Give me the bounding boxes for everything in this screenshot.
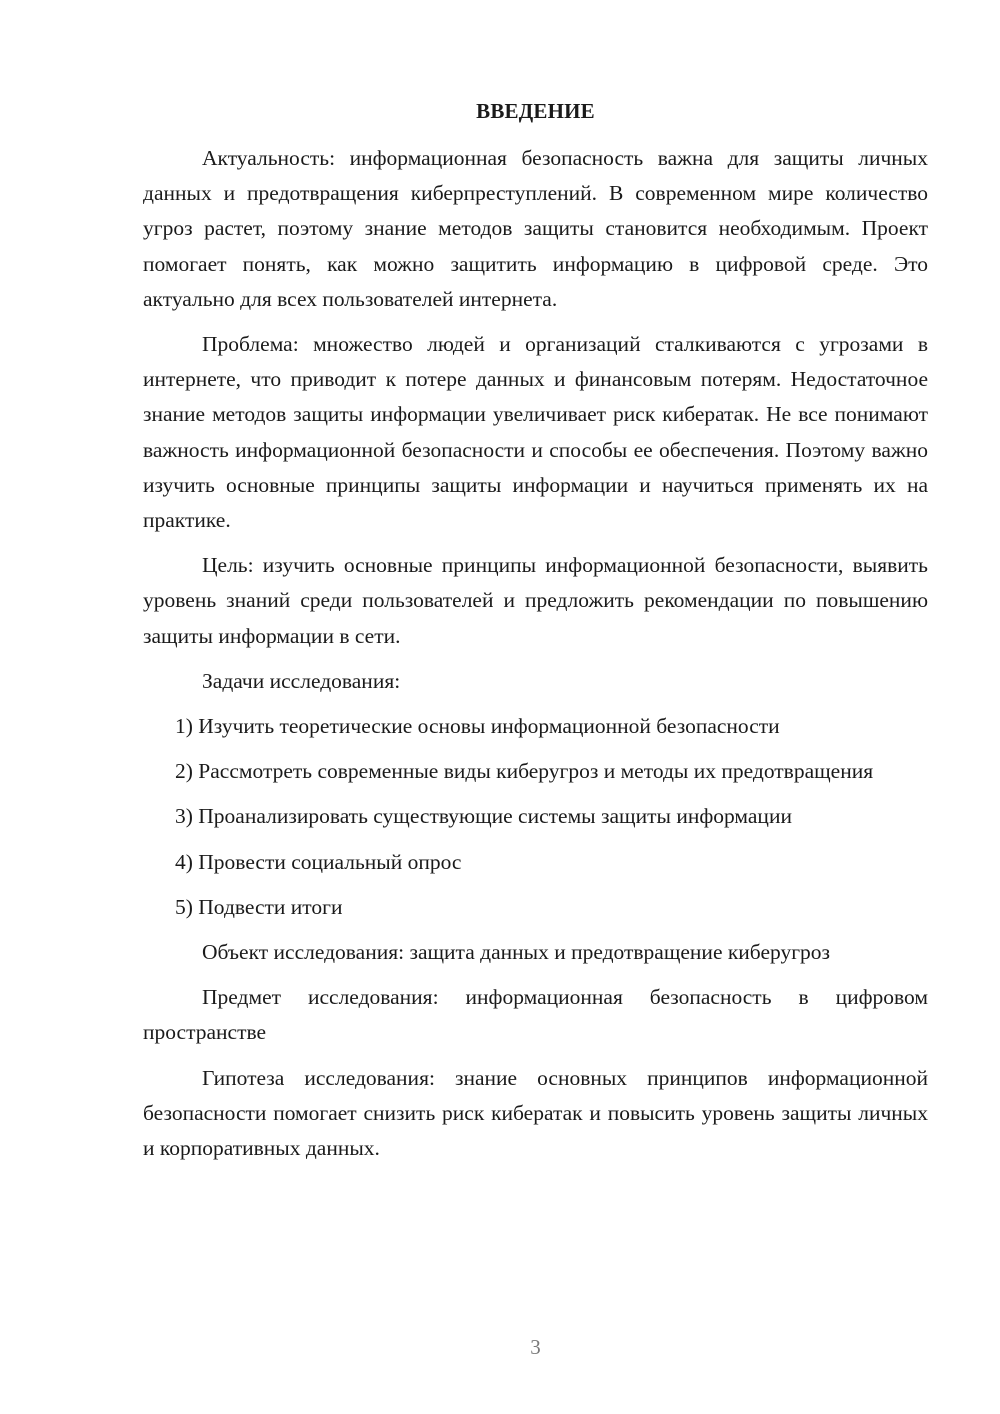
paragraph-relevance: Актуальность: информационная безопасность важна для защиты личных данных и предотвращения киберпреступлений. В современном мире количество угроз растет, поэтому знание методов защиты становится необходимым. Проект помогает понять, как можно защитить информацию в цифровой среде. Это актуально для всех пользователей интернета. [143, 146, 928, 311]
tasks-heading: Задачи исследования: [202, 668, 401, 693]
task-item-4: 4) Провести социальный опрос [175, 849, 462, 874]
paragraph-hypothesis: Гипотеза исследования: знание основных принципов информационной безопасности помогает снизить риск кибератак и повысить уровень защиты личных и корпоративных данных. [143, 1065, 928, 1161]
paragraph-goal: Цель: изучить основные принципы информационной безопасности, выявить уровень знаний среди пользователей и предложить рекомендации по повышению защиты информации в сети. [143, 553, 928, 648]
page-title: ВВЕДЕНИЕ [476, 99, 595, 123]
paragraph-object: Объект исследования: защита данных и предотвращение киберугроз [202, 940, 831, 965]
task-item-2: 2) Рассмотреть современные виды киберугроз и методы их предотвращения [175, 759, 874, 784]
page-number: 3 [530, 1335, 541, 1359]
paragraph-problem: Проблема: множество людей и организаций сталкиваются с угрозами в интернете, что приводит к потере данных и финансовым потерям. Недостаточное знание методов защиты информации увеличивает риск кибератак. Не все понимают важность информационной безопасности и способы ее обеспечения. Поэтому важно изучить основные принципы защиты информации и научиться применять их на практике. [143, 332, 928, 533]
paragraph-subject: Предмет исследования: информационная безопасность в цифровом пространстве [143, 985, 928, 1045]
task-item-3: 3) Проанализировать существующие системы защиты информации [175, 804, 792, 829]
task-item-1: 1) Изучить теоретические основы информационной безопасности [175, 714, 780, 739]
task-item-5: 5) Подвести итоги [175, 894, 343, 919]
document-body [143, 141, 928, 1176]
document-page [143, 0, 928, 1414]
